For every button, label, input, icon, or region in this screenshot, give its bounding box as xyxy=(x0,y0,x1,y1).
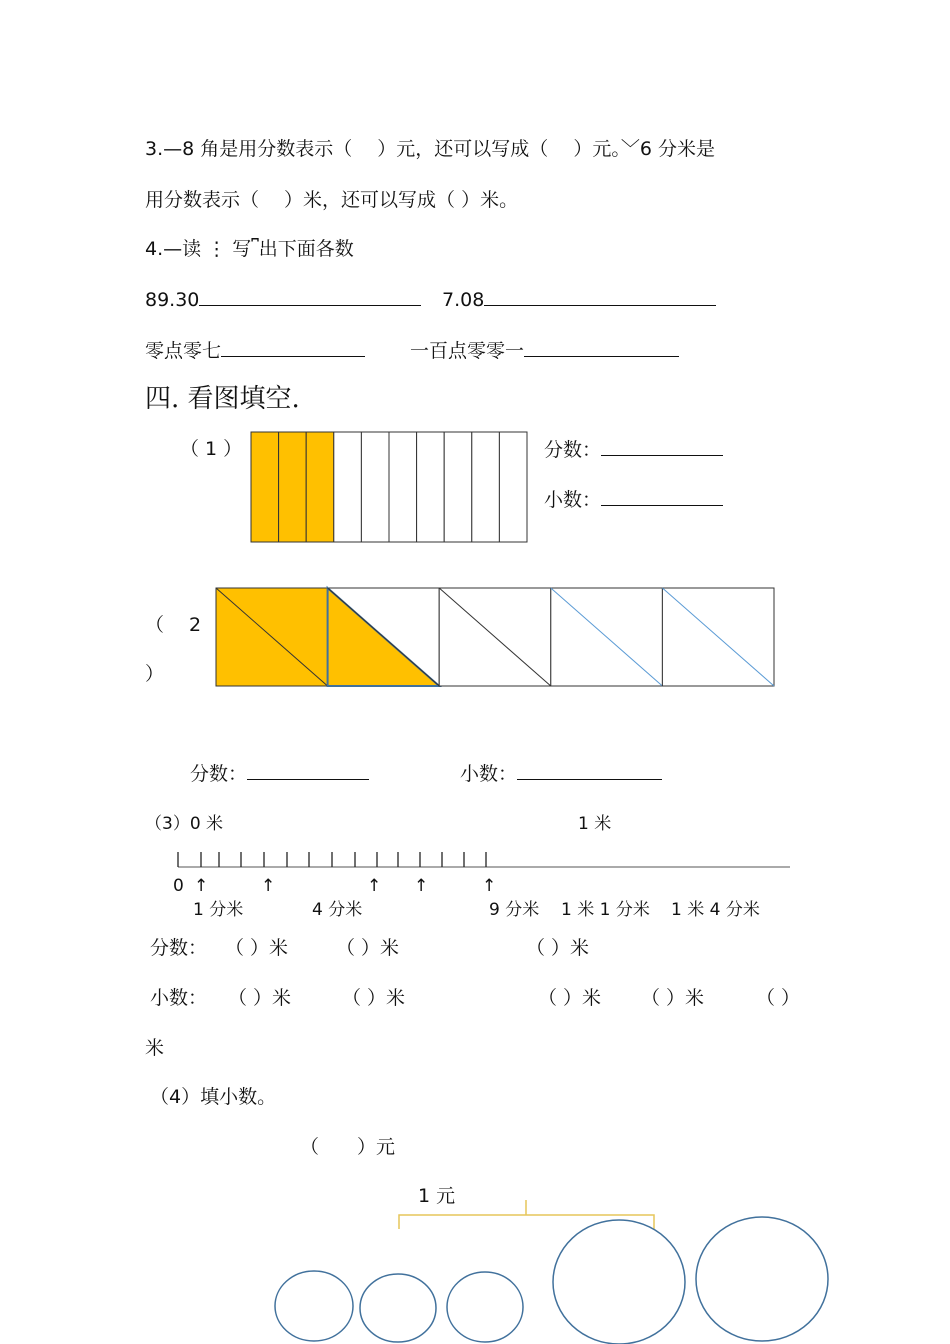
q4-number-4-text: 一百点零零一 xyxy=(410,340,525,362)
arrow-1: ↑ xyxy=(194,876,209,896)
q3-line-2: 用分数表示（ ）米，还可以写成（ ）米。 xyxy=(145,189,519,211)
p4-one-yuan: 1 元 xyxy=(418,1185,456,1207)
p3-label: （3）0 米 xyxy=(145,814,224,834)
q4-title: 4.—读 ⋮ 写⎴出下面各数 xyxy=(145,238,354,260)
p3-decimal-d: （ ）米 xyxy=(641,987,705,1009)
p3-decimal-label: 小数： xyxy=(150,987,208,1009)
p2-decimal-label: 小数： xyxy=(460,763,518,785)
grid-column xyxy=(417,432,445,542)
p1-label: （ 1 ） xyxy=(180,438,243,460)
coin-circle xyxy=(696,1217,828,1341)
p3-decimal-b: （ ）米 xyxy=(342,987,406,1009)
mark-1m4dm: 1 米 4 分米 xyxy=(671,900,760,920)
grid-column xyxy=(334,432,362,542)
q4-number-3-text: 零点零七 xyxy=(145,340,222,362)
bracket xyxy=(399,1200,654,1229)
coin-circle xyxy=(275,1271,353,1341)
grid-figure-1 xyxy=(251,432,527,542)
grid-column xyxy=(444,432,472,542)
coins-figure-4 xyxy=(275,1200,828,1344)
section-title: 四. 看图填空. xyxy=(145,384,300,414)
arrow-4: ↑ xyxy=(261,876,276,896)
p3-decimal-a: （ ）米 xyxy=(228,987,292,1009)
mark-1-dm: 1 分米 xyxy=(193,900,244,920)
p4-label: （4）填小数。 xyxy=(150,1086,277,1108)
coin-circle xyxy=(360,1274,436,1342)
mark-4-dm: 4 分米 xyxy=(312,900,363,920)
p2-label-close: ） xyxy=(145,663,165,685)
p3-one-meter: 1 米 xyxy=(578,814,612,834)
p3-fraction-c: （ ）米 xyxy=(526,937,590,959)
grid-column xyxy=(472,432,500,542)
arrow-9: ↑ xyxy=(367,876,382,896)
q3-line-1: 3.—8 角是用分数表示（ ）元，还可以写成（ ）元。﹀6 分米是 xyxy=(145,138,715,160)
grid-column xyxy=(499,432,527,542)
p1-fraction-label: 分数： xyxy=(544,439,602,461)
p3-decimal-e: （ ） xyxy=(756,987,801,1009)
grid-column xyxy=(251,432,279,542)
p4-answer: （ ）元 xyxy=(300,1136,396,1158)
p2-fraction-label: 分数： xyxy=(190,763,248,785)
p3-fraction-label: 分数： xyxy=(150,937,208,959)
squares-figure-2 xyxy=(216,588,774,686)
p3-fraction-a: （ ）米 xyxy=(225,937,289,959)
mark-9-dm: 9 分米 xyxy=(489,900,540,920)
p1-decimal-label: 小数： xyxy=(544,489,602,511)
ruler-figure-3 xyxy=(178,852,790,867)
p3-fraction-b: （ ）米 xyxy=(336,937,400,959)
p3-decimal-c: （ ）米 xyxy=(538,987,602,1009)
q4-number-2-text: 7.08 xyxy=(442,289,485,311)
p2-label: （ 2 xyxy=(145,614,202,636)
q4-number-1-text: 89.30 xyxy=(145,289,200,311)
grid-column xyxy=(306,432,334,542)
arrow-14: ↑ xyxy=(482,876,497,896)
grid-column xyxy=(389,432,417,542)
mark-1m1dm: 1 米 1 分米 xyxy=(561,900,650,920)
grid-column xyxy=(279,432,307,542)
p3-zero: 0 xyxy=(173,876,184,896)
arrow-11: ↑ xyxy=(414,876,429,896)
coin-circle xyxy=(447,1272,523,1342)
p3-decimal-wrap: 米 xyxy=(145,1037,165,1059)
coin-circle xyxy=(553,1220,685,1344)
grid-column xyxy=(361,432,389,542)
